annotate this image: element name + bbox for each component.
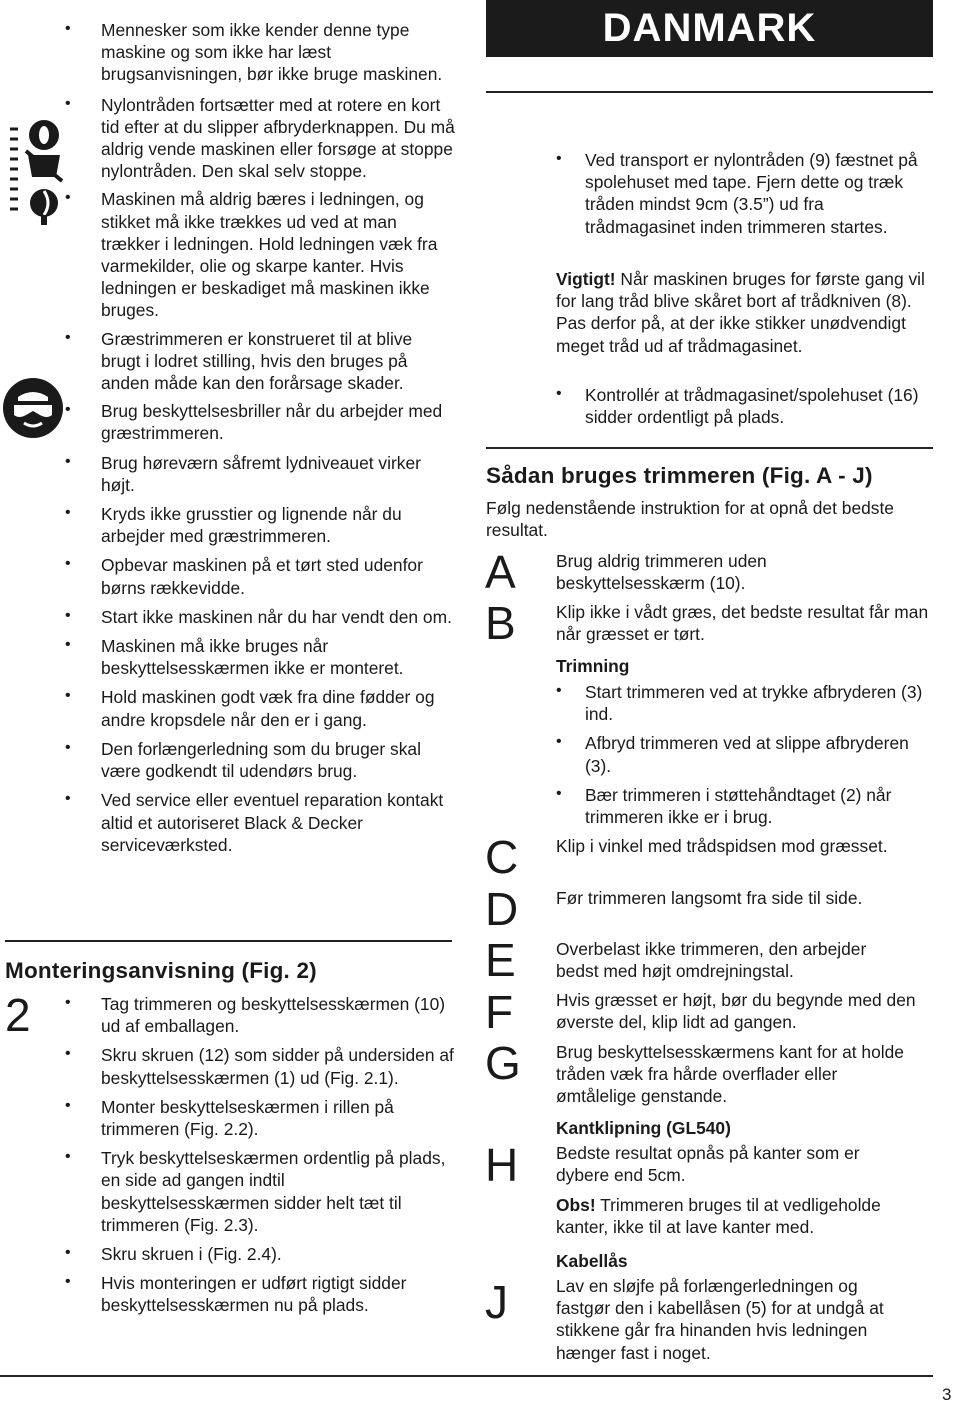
step-b-text: Klip ikke i vådt græs, det bedste resultat får man når græsset er tørt. — [556, 602, 929, 645]
step-letter-c: C — [485, 831, 519, 883]
hand-hazard-icon — [4, 115, 64, 227]
step-g-text: Brug beskyttelsesskærmens kant for at holde tråden væk fra hårde overflader eller ømtålelige genstande. — [556, 1042, 904, 1107]
check-list — [556, 384, 926, 428]
list-item: • Start trimmeren ved at trykke afbryderen (3) ind. — [556, 681, 936, 725]
step-letter-h: H — [485, 1139, 519, 1191]
list-item: • Nylontråden fortsætter med at rotere en kort tid efter at du slipper afbryderknappen. Du må aldrig vende maskinen eller forsøge at stoppe nylontråden. Den skal selv stoppe. — [65, 94, 455, 183]
step-letter-d: D — [485, 883, 519, 935]
edge-heading: Kantklipning (GL540) — [556, 1118, 731, 1138]
assembly-steps-list — [65, 993, 455, 1317]
step-e-text: Overbelast ikke trimmeren, den arbejder bedst med højt omdrejningstal. — [556, 939, 867, 982]
step-c-text: Klip i vinkel med trådspidsen mod græsset. — [556, 836, 888, 856]
footer-rule — [0, 1375, 933, 1377]
list-item: • Skru skruen i (Fig. 2.4). — [65, 1243, 455, 1265]
cable-text: Lav en sløjfe på forlængerledningen og fastgør den i kabellåsen (5) for at undgå at stikkene går fra hinanden hvis ledningen hænger fast i noget. — [556, 1276, 884, 1363]
list-item: • Ved transport er nylontråden (9) fæstnet på spolehuset med tape. Fjern dette og træk tråden mindst 9cm (3.5”) ud fra trådmagasinet inden trimmeren startes. — [556, 149, 926, 238]
assembly-rule — [5, 940, 452, 942]
step-d-text: Før trimmeren langsomt fra side til side. — [556, 888, 863, 908]
list-item: • Start ikke maskinen når du har vendt den om. — [65, 606, 455, 628]
step-letter-e: E — [485, 934, 516, 986]
transport-list — [556, 149, 926, 238]
figure-number: 2 — [5, 989, 31, 1041]
list-item: • Brug høreværn såfremt lydniveauet virker højt. — [65, 452, 455, 496]
step-letter-f: F — [485, 986, 514, 1038]
obs-note — [556, 1194, 916, 1238]
list-item: • Den forlængerledning som du bruger skal være godkendt til udendørs brug. — [65, 738, 455, 782]
usage-intro: Følg nedenstående instruktion for at opnå det bedste resultat. — [486, 498, 894, 541]
step-letter-g: G — [485, 1037, 521, 1089]
list-item: • Kryds ikke grusstier og lignende når du arbejder med græstrimmeren. — [65, 503, 455, 547]
trimming-heading: Trimning — [556, 656, 630, 676]
step-letter-a: A — [485, 546, 516, 598]
edge-text: Bedste resultat opnås på kanter som er dybere end 5cm. — [556, 1143, 860, 1186]
usage-rule — [486, 447, 933, 449]
list-item: • Monter beskyttelseskærmen i rillen på trimmeren (Fig. 2.2). — [65, 1096, 455, 1140]
list-item: • Maskinen må aldrig bæres i ledningen, og stikket må ikke trækkes ud ved at man trækker i ledningen. Hold ledningen væk fra varmekilder, olie og skarpe kanter. Hvis ledningen er beskadiget må maskinen ikke bruges. — [65, 188, 455, 321]
safety-goggles-icon — [2, 377, 64, 439]
important-label: Vigtigt! — [556, 269, 616, 289]
cable-heading: Kabellås — [556, 1251, 628, 1271]
list-item: • Afbryd trimmeren ved at slippe afbryderen (3). — [556, 732, 936, 776]
obs-text: Trimmeren bruges til at vedligeholde kanter, ikke til at lave kanter med. — [556, 1195, 881, 1238]
page-number: 3 — [942, 1385, 952, 1404]
list-item: • Kontrollér at trådmagasinet/spolehuset (16) sidder ordentligt på plads. — [556, 384, 926, 428]
obs-label: Obs! — [556, 1195, 596, 1215]
list-item: • Græstrimmeren er konstrueret til at blive brugt i lodret stilling, hvis den bruges på anden måde kan den forårsage skader. — [65, 328, 455, 395]
list-item: • Brug beskyttelsesbriller når du arbejder med græstrimmeren. — [65, 400, 455, 444]
header-rule — [486, 91, 933, 93]
list-item: • Mennesker som ikke kender denne type maskine og som ikke har læst brugsanvisningen, bør ikke bruge maskinen. — [65, 19, 455, 86]
important-text: Når maskinen bruges for første gang vil for lang tråd blive skåret bort af trådkniven (8). Pas derfor på, at der ikke stikker unødvendigt meget tråd ud af trådmagasinet. — [556, 269, 925, 356]
step-letter-b: B — [485, 597, 516, 649]
list-item: • Bær trimmeren i støttehåndtaget (2) når trimmeren ikke er i brug. — [556, 784, 936, 828]
usage-heading: Sådan bruges trimmeren (Fig. A - J) — [486, 463, 873, 488]
list-item: • Maskinen må ikke bruges når beskyttelsesskærmen ikke er monteret. — [65, 635, 455, 679]
list-item: • Opbevar maskinen på et tørt sted udenfor børns rækkevidde. — [65, 554, 455, 598]
step-a-text: Brug aldrig trimmeren uden beskyttelsesskærm (10). — [556, 551, 767, 594]
safety-instructions-list — [65, 19, 455, 856]
important-note — [556, 268, 926, 357]
list-item: • Tag trimmeren og beskyttelsesskærmen (10) ud af emballagen. — [65, 993, 455, 1037]
list-item: • Hold maskinen godt væk fra dine fødder og andre kropsdele når den er i gang. — [65, 686, 455, 730]
list-item: • Ved service eller eventuel reparation kontakt altid et autoriseret Black & Decker serviceværksted. — [65, 789, 455, 856]
list-item: • Tryk beskyttelseskærmen ordentlig på plads, en side ad gangen indtil beskyttelsesskærmen sidder helt tæt til trimmeren (Fig. 2.3). — [65, 1147, 455, 1236]
country-banner: DANMARK — [486, 0, 933, 57]
list-item: • Hvis monteringen er udført rigtigt sidder beskyttelsesskærmen nu på plads. — [65, 1272, 455, 1316]
trimming-list — [556, 681, 936, 828]
step-f-text: Hvis græsset er højt, bør du begynde med den øverste del, klip lidt ad gangen. — [556, 990, 916, 1033]
list-item: • Skru skruen (12) som sidder på undersiden af beskyttelsesskærmen (1) ud (Fig. 2.1). — [65, 1044, 455, 1088]
step-letter-j: J — [485, 1276, 508, 1328]
assembly-heading: Monteringsanvisning (Fig. 2) — [5, 958, 317, 983]
